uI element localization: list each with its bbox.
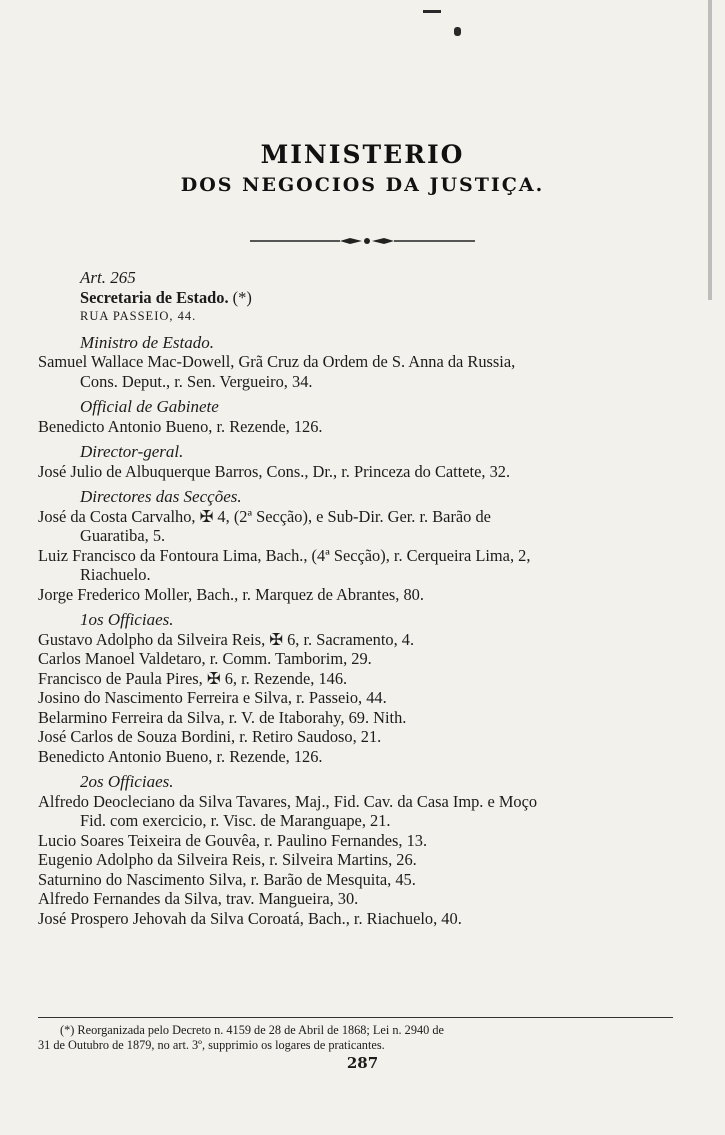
entry-line: Eugenio Adolpho da Silveira Reis, r. Silveira Martins, 26. bbox=[38, 850, 417, 869]
entry-line: José Carlos de Souza Bordini, r. Retiro Saudoso, 21. bbox=[38, 727, 382, 746]
article-label: Art. 265 bbox=[80, 268, 136, 287]
entry-line: José Prospero Jehovah da Silva Coroatá, Bach., r. Riachuelo, 40. bbox=[38, 908, 462, 928]
ink-mark bbox=[454, 27, 461, 36]
office-note: (*) bbox=[232, 287, 252, 307]
page-number: 287 bbox=[346, 1054, 379, 1072]
entry-line: Cons. Deput., r. Sen. Vergueiro, 34. bbox=[80, 371, 313, 391]
ornamental-rule bbox=[250, 236, 475, 246]
entry-line: José Julio de Albuquerque Barros, Cons., Dr., r. Princeza do Cattete, 32. bbox=[38, 461, 511, 481]
entry-line: Riachuelo. bbox=[80, 565, 151, 584]
document-body bbox=[38, 268, 678, 934]
section-heading: Director-geral. bbox=[80, 442, 184, 461]
entry-line: Jorge Frederico Moller, Bach., r. Marquez de Abrantes, 80. bbox=[38, 584, 424, 604]
office-name: Secretaria de Estado. bbox=[80, 287, 229, 307]
footnote-divider bbox=[38, 1017, 673, 1018]
entry-line: Guaratiba, 5. bbox=[80, 526, 166, 545]
sections-container bbox=[38, 333, 678, 935]
office-line bbox=[38, 288, 678, 308]
entry-line: Josino do Nascimento Ferreira e Silva, r. Passeio, 44. bbox=[38, 688, 387, 707]
section-heading: 1os Officiaes. bbox=[80, 610, 174, 629]
ink-mark bbox=[423, 10, 441, 13]
entry-line: Fid. com exercicio, r. Visc. de Maranguape, 21. bbox=[80, 811, 391, 830]
entry-line: Gustavo Adolpho da Silveira Reis, ✠ 6, r. Sacramento, 4. bbox=[38, 629, 415, 649]
section-heading: Ministro de Estado. bbox=[80, 332, 214, 352]
entry-line: Alfredo Deocleciano da Silva Tavares, Maj., Fid. Cav. da Casa Imp. e Moço bbox=[38, 791, 538, 811]
entry-line: Saturnino do Nascimento Silva, r. Barão de Mesquita, 45. bbox=[38, 869, 416, 889]
page-subtitle: DOS NEGOCIOS DA JUSTIÇA. bbox=[180, 174, 545, 196]
entry-line: Francisco de Paula Pires, ✠ 6, r. Rezende, 146. bbox=[38, 668, 348, 688]
entry-line: Belarmino Ferreira da Silva, r. V. de Itaborahy, 69. Nith. bbox=[38, 707, 407, 727]
entry-line: Alfredo Fernandes da Silva, trav. Mangueira, 30. bbox=[38, 889, 359, 908]
entry-line: Carlos Manoel Valdetaro, r. Comm. Tamborim, 29. bbox=[38, 649, 372, 668]
entry-line: Benedicto Antonio Bueno, r. Rezende, 126. bbox=[38, 416, 323, 436]
section-heading: Official de Gabinete bbox=[80, 397, 219, 416]
entry-line: Samuel Wallace Mac-Dowell, Grã Cruz da Ordem de S. Anna da Russia, bbox=[38, 352, 516, 371]
entry-line: Luiz Francisco da Fontoura Lima, Bach., (4ª Secção), r. Cerqueira Lima, 2, bbox=[38, 545, 531, 565]
footnote-line: (*) Reorganizada pelo Decreto n. 4159 de 28 de Abril de 1868; Lei n. 2940 de bbox=[60, 1023, 444, 1037]
entry-line: Lucio Soares Teixeira de Gouvêa, r. Paulino Fernandes, 13. bbox=[38, 830, 428, 850]
office-address: RUA PASSEIO, 44. bbox=[80, 309, 197, 323]
entry-line: José da Costa Carvalho, ✠ 4, (2ª Secção), e Sub-Dir. Ger. r. Barão de bbox=[38, 506, 491, 526]
section-heading: 2os Officiaes. bbox=[80, 772, 174, 791]
footnote bbox=[38, 1023, 678, 1052]
section-heading: Directores das Secções. bbox=[80, 487, 242, 506]
footnote-line: 31 de Outubro de 1879, no art. 3º, supprimio os logares de praticantes. bbox=[38, 1037, 385, 1052]
page-title: MINISTERIO bbox=[260, 140, 465, 169]
entry-line: Benedicto Antonio Bueno, r. Rezende, 126. bbox=[38, 746, 323, 766]
